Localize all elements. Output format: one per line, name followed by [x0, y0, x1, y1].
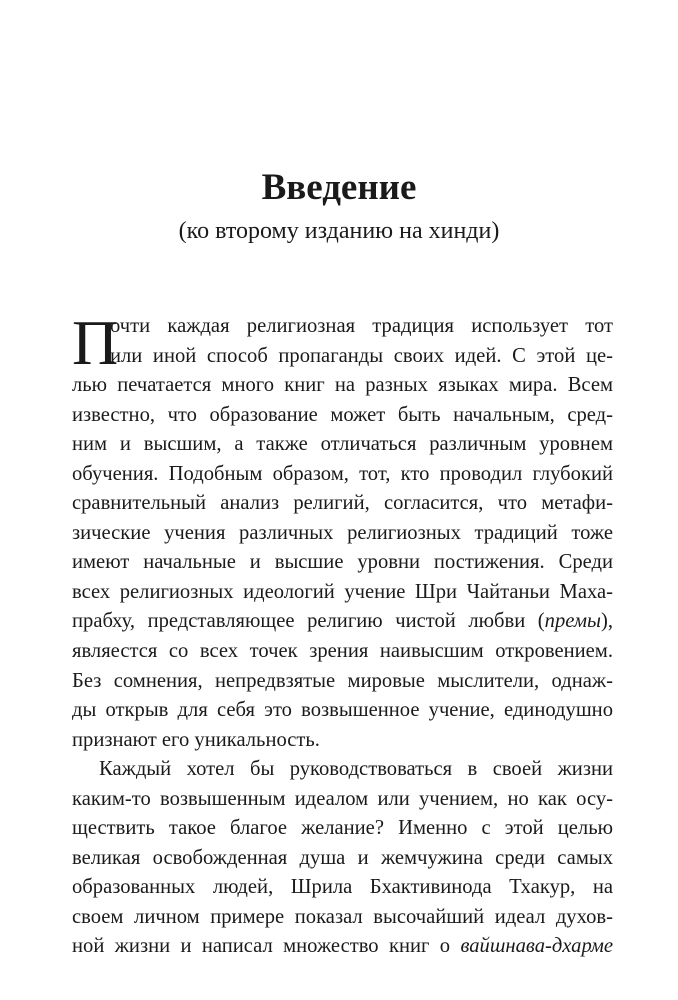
paragraph-line: очти каждая религиозная традиция использует тот — [110, 315, 613, 337]
paragraph-line: Каждый хотел бы руководствоваться в своей жизни — [99, 758, 613, 781]
chapter-subtitle: (ко второму изданию на хинди) — [178, 218, 500, 244]
paragraph-line: своем личном примере показал высочайший идеал духов- — [72, 905, 613, 928]
paragraph-line: сравнительный анализ религий, согласится, что метафи- — [72, 492, 613, 515]
paragraph-line: ды открыв для себя это возвышенное учение, единодушно — [72, 699, 613, 722]
paragraph-line-with-italic — [72, 932, 613, 962]
paragraph-line: имеют начальные и высшие уровни постижения. Среди — [72, 551, 613, 574]
paragraph-line: являестся со всех точек зрения наивысшим откровением. — [72, 640, 613, 663]
chapter-title: Введение — [261, 167, 417, 208]
italic-term: премы — [544, 610, 601, 633]
text-segment: ), — [600, 610, 613, 633]
paragraph-line-with-italic — [72, 607, 613, 637]
body-text — [72, 307, 613, 962]
paragraph-line: или иной способ пропаганды своих идей. С этой це- — [110, 344, 613, 367]
text-segment: прабху, представляющее религию чистой любви ( — [72, 610, 545, 633]
italic-term: вайшнава-дхарме — [460, 935, 613, 958]
paragraph-line: Без сомнения, непредвзятые мировые мыслители, однаж- — [72, 669, 613, 692]
text-segment: ной жизни и написал множество книг о — [72, 935, 461, 958]
paragraph-line: каким-то возвышенным идеалом или учением, но как осу- — [72, 787, 613, 810]
drop-cap-letter: П — [72, 307, 119, 378]
paragraph-line: ним и высшим, а также отличаться различным уровнем — [72, 433, 613, 456]
paragraph-line: зические учения различных религиозных традиций тоже — [72, 521, 613, 544]
paragraph-line: образованных людей, Шрила Бхактивинода Тхакур, на — [72, 876, 613, 899]
paragraph-line: известно, что образование может быть начальным, сред- — [72, 403, 613, 426]
paragraph-line: лью печатается много книг на разных языках мира. Всем — [72, 374, 613, 397]
paragraph-line: ществить такое благое желание? Именно с этой целью — [72, 817, 613, 840]
paragraph-line: всех религиозных идеологий учение Шри Чайтаньи Маха- — [72, 580, 613, 603]
paragraph-line: признают его уникальность. — [72, 728, 320, 751]
paragraph-line: обучения. Подобным образом, тот, кто проводил глубокий — [72, 462, 613, 485]
paragraph-line: великая освобожденная душа и жемчужина среди самых — [72, 846, 613, 869]
